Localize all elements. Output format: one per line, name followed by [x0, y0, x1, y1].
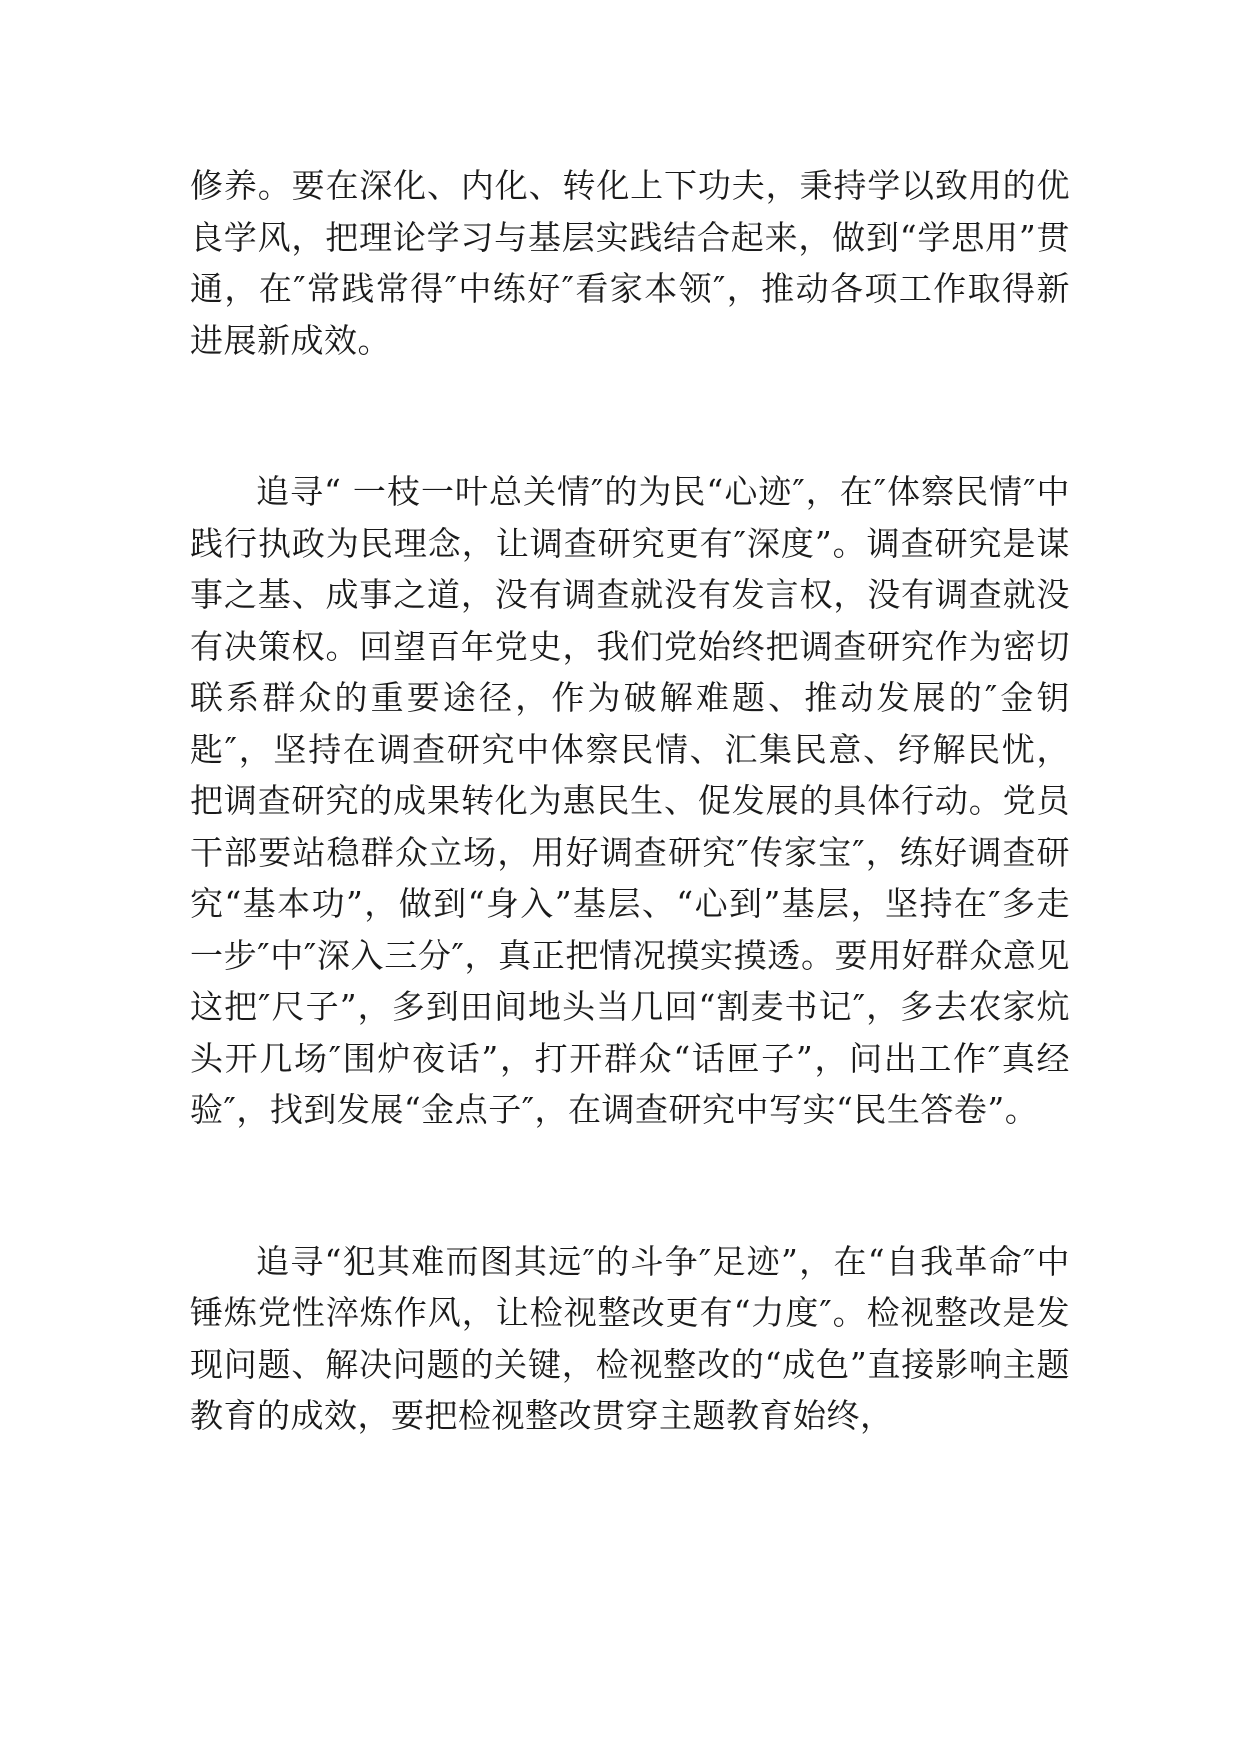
paragraph-1: 修养。要在深化、内化、转化上下功夫，秉持学以致用的优良学风，把理论学习与基层实践结合起来，做到“学思用”贯通，在″常践常得″中练好″看家本领″，推动各项工作取得新进展新成效。	[190, 166, 1070, 360]
paragraph-3: 追寻“犯其难而图其远″的斗争″足迹”，在“自我革命″中锤炼党性淬炼作风，让检视整改更有“力度″。检视整改是发现问题、解决问题的关键，检视整改的“成色”直接影响主题教育的成效，要把检视整改贯穿主题教育始终，	[190, 1241, 1070, 1435]
paragraph-2: 追寻“ 一枝一叶总关情″的为民“心迹″，在″体察民情″中践行执政为民理念，让调查研究更有″深度”。调查研究是谋事之基、成事之道，没有调查就没有发言权，没有调查就没有决策权。回望百年党史，我们党始终把调查研究作为密切联系群众的重要途径，作为破解难题、推动发展的″金钥匙″，坚持在调查研究中体察民情、汇集民意、纾解民忧，把调查研究的成果转化为惠民生、促发展的具体行动。党员干部要站稳群众立场，用好调查研究″传家宝″，练好调查研究“基本功”，做到“身入”基层、“心到”基层，坚持在″多走一步″中″深入三分″，真正把情况摸实摸透。要用好群众意见这把″尺子”，多到田间地头当几回“割麦书记″，多去农家炕头开几场″围炉夜话”，打开群众“话匣子”，问出工作″真经验″，找到发展“金点子″，在调查研究中写实“民生答卷”。	[190, 472, 1070, 1129]
document-page	[190, 160, 1070, 1442]
